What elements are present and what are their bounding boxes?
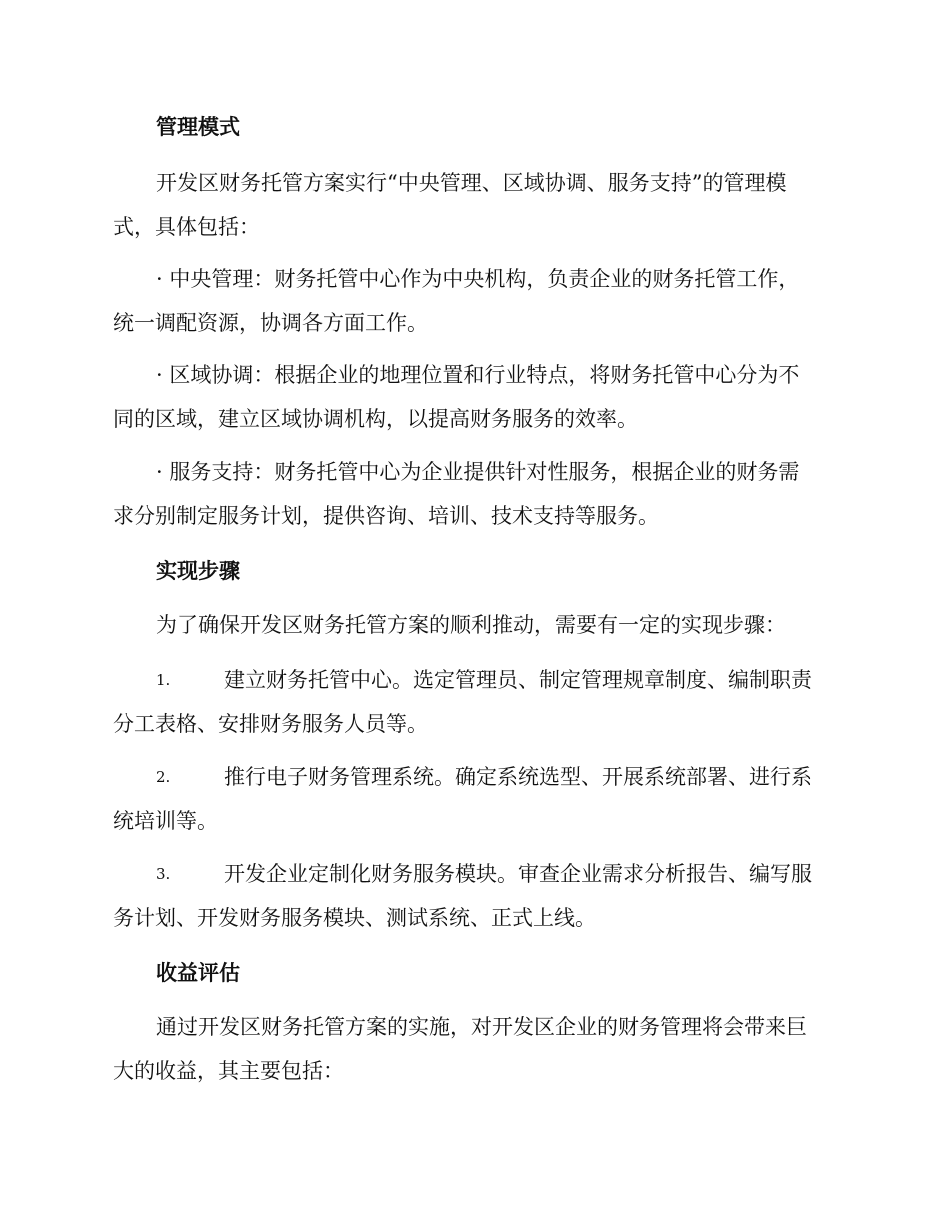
section-heading-management-mode: 管理模式 [156, 114, 240, 139]
paragraph-line: 为了确保开发区财务托管方案的顺利推动，需要有一定的实现步骤： [156, 613, 786, 637]
step-1-text: 建立财务托管中心。选定管理员、制定管理规章制度、编制职责 [224, 668, 812, 692]
section-heading-benefit-assessment: 收益评估 [156, 960, 240, 985]
step-3-text-cont: 务计划、开发财务服务模块、测试系统、正式上线。 [113, 906, 596, 930]
step-1-text-cont: 分工表格、安排财务服务人员等。 [113, 712, 428, 736]
bullet-service-support-cont: 求分别制定服务计划，提供咨询、培训、技术支持等服务。 [113, 504, 659, 528]
step-2-text: 推行电子财务管理系统。确定系统选型、开展系统部署、进行系 [224, 765, 812, 789]
step-2-text-cont: 统培训等。 [113, 809, 218, 833]
bullet-service-support: · 服务支持：财务托管中心为企业提供针对性服务，根据企业的财务需 [156, 460, 800, 484]
paragraph-line: 大的收益，其主要包括： [113, 1059, 344, 1083]
step-number: 1. [156, 671, 171, 689]
bullet-central-management-cont: 统一调配资源，协调各方面工作。 [113, 311, 428, 335]
step-number: 3. [156, 865, 171, 883]
paragraph-line: 通过开发区财务托管方案的实施，对开发区企业的财务管理将会带来巨 [156, 1015, 807, 1039]
bullet-central-management: · 中央管理：财务托管中心作为中央机构，负责企业的财务托管工作， [156, 267, 800, 291]
paragraph-line: 式，具体包括： [113, 215, 260, 239]
step-3-text: 开发企业定制化财务服务模块。审查企业需求分析报告、编写服 [224, 862, 812, 886]
bullet-regional-coordination: · 区域协调：根据企业的地理位置和行业特点，将财务托管中心分为不 [156, 363, 800, 387]
step-number: 2. [156, 768, 171, 786]
bullet-regional-coordination-cont: 同的区域，建立区域协调机构，以提高财务服务的效率。 [113, 407, 638, 431]
section-heading-implementation-steps: 实现步骤 [156, 558, 240, 583]
paragraph-line: 开发区财务托管方案实行“中央管理、区域协调、服务支持”的管理模 [156, 171, 787, 195]
